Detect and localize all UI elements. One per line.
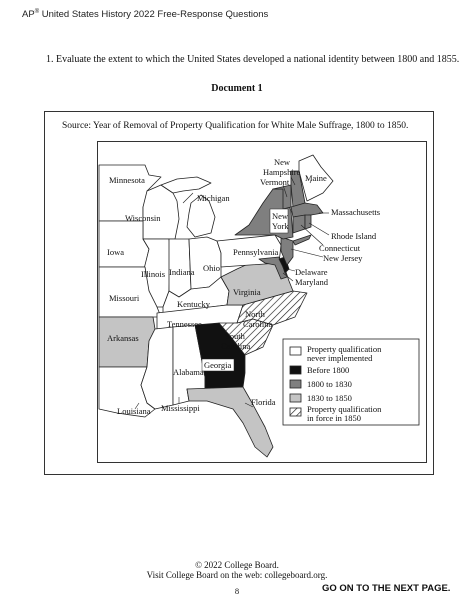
label-arkansas: Arkansas <box>107 333 139 343</box>
state-rhode-island <box>305 215 311 229</box>
legend-in-force-2: in force in 1850 <box>307 413 362 423</box>
label-maine: Maine <box>305 173 327 183</box>
legend-swatch-never <box>290 347 301 355</box>
label-indiana: Indiana <box>169 267 195 277</box>
label-iowa: Iowa <box>107 247 124 257</box>
label-pennsylvania: Pennsylvania <box>233 247 279 257</box>
legend-swatch-1800-1830 <box>290 380 301 388</box>
label-alabama: Alabama <box>173 367 204 377</box>
legend-swatch-before-1800 <box>290 366 301 374</box>
legend-never-2: never implemented <box>307 353 373 363</box>
label-new-jersey: New Jersey <box>323 253 363 263</box>
label-maryland: Maryland <box>295 277 329 287</box>
legend-swatch-1830-1850 <box>290 394 301 402</box>
header-ap: AP <box>22 9 35 21</box>
label-north-carolina-1: North <box>245 309 265 319</box>
label-south-carolina-1: South <box>225 331 245 341</box>
label-connecticut: Connecticut <box>319 243 361 253</box>
legend-in-force-1: Property qualification <box>307 404 382 414</box>
label-virginia: Virginia <box>233 287 261 297</box>
label-illinois: Illinois <box>141 269 166 279</box>
label-minnesota: Minnesota <box>109 175 145 185</box>
label-new-hampshire-2: Hampshire <box>263 167 301 177</box>
header-title: United States History 2022 Free-Response Questions <box>39 9 269 21</box>
label-new-york-1: New <box>272 211 289 221</box>
document-source: Source: Year of Removal of Property Qualification for White Male Suffrage, 1800 to 1850. <box>62 121 409 131</box>
go-on-next-page: GO ON TO THE NEXT PAGE. <box>322 583 451 594</box>
label-ohio: Ohio <box>203 263 220 273</box>
label-tennessee: Tennessee <box>167 319 202 329</box>
legend-before-1800: Before 1800 <box>307 365 350 375</box>
label-wisconsin: Wisconsin <box>125 213 161 223</box>
legend-swatch-in-force <box>290 408 301 416</box>
label-new-york-2: York <box>272 221 289 231</box>
label-georgia: Georgia <box>204 360 232 370</box>
label-florida: Florida <box>251 397 276 407</box>
label-vermont: Vermont <box>260 177 290 187</box>
legend-1800-1830: 1800 to 1830 <box>307 379 352 389</box>
state-iowa <box>99 221 149 267</box>
label-delaware: Delaware <box>295 267 328 277</box>
map-legend <box>283 339 419 425</box>
suffrage-map <box>97 141 427 463</box>
label-michigan: Michigan <box>197 193 230 203</box>
header-registered-mark: ® <box>34 9 40 15</box>
label-rhode-island: Rhode Island <box>331 231 377 241</box>
label-louisiana: Louisiana <box>117 406 151 416</box>
page-number: 8 <box>234 586 240 596</box>
label-kentucky: Kentucky <box>177 299 211 309</box>
legend-1830-1850: 1830 to 1850 <box>307 393 352 403</box>
label-mississippi: Mississippi <box>161 403 200 413</box>
page-header <box>22 9 268 20</box>
label-north-carolina-2: Carolina <box>243 319 273 329</box>
question-text: 1. Evaluate the extent to which the United States developed a national identity between 1800 and 1855. <box>46 54 460 65</box>
footer-copyright: © 2022 College Board. <box>195 560 279 570</box>
label-new-hampshire-1: New <box>274 157 291 167</box>
label-massachusetts: Massachusetts <box>331 207 381 217</box>
page-footer <box>0 560 474 580</box>
document-title: Document 1 <box>211 83 263 94</box>
label-south-carolina-2: Carolina <box>221 341 251 351</box>
footer-visit: Visit College Board on the web: collegeboard.org. <box>146 570 328 580</box>
label-missouri: Missouri <box>109 293 140 303</box>
legend-never-1: Property qualification <box>307 344 382 354</box>
